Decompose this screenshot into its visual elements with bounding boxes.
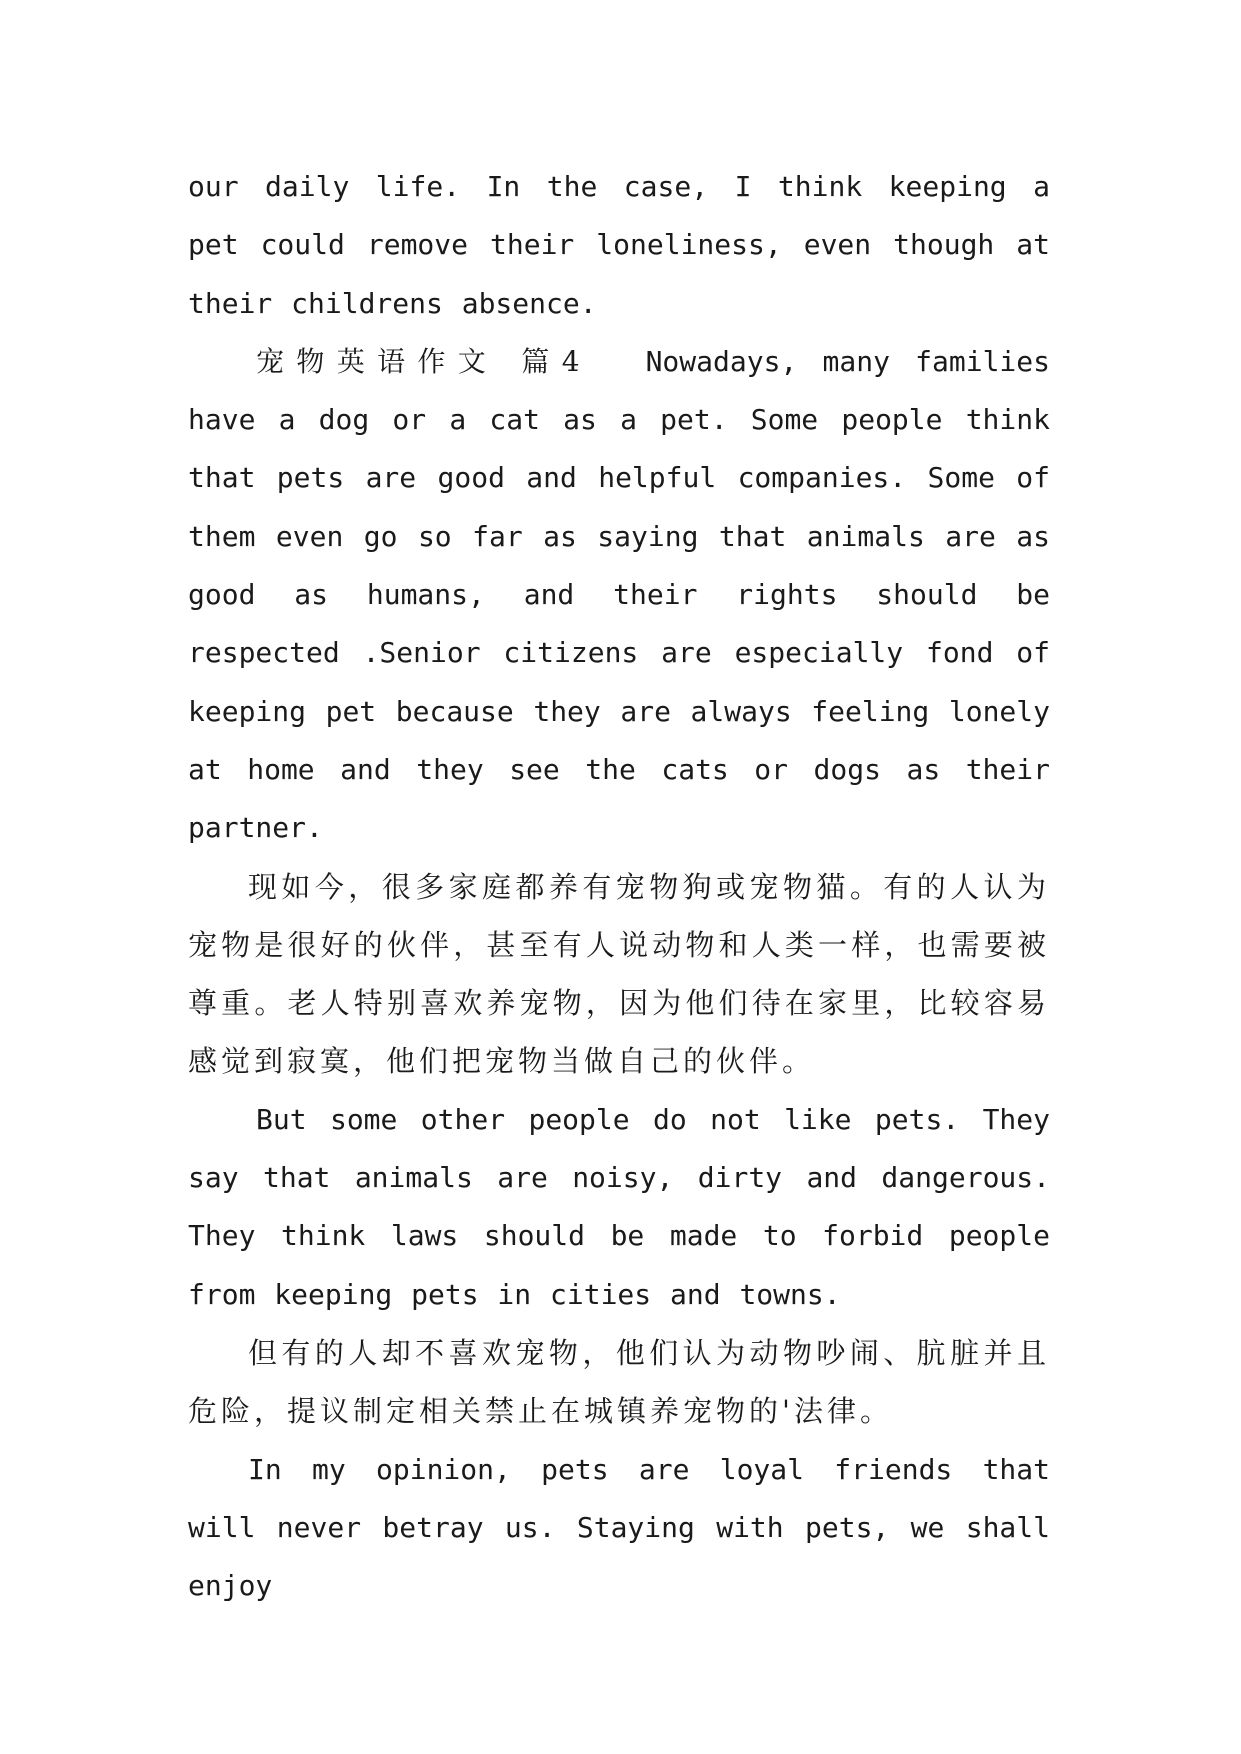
paragraph-text: Nowadays, many families have a dog or a cat as a pet. Some people think that pets are good and helpful companies. Some of them even go so far as saying that animals are as good as humans, and their rights should be respected .Senior citizens are especially fond of keeping pet because they are always feeling lonely at home and they see the cats or dogs as their partner. (188, 344, 1050, 845)
paragraph-essay-4 (188, 333, 1050, 858)
paragraph-english-3: In my opinion, pets are loyal friends that will never betray us. Staying with pets, we shall enjoy (188, 1452, 1050, 1603)
document-page (188, 158, 1050, 1615)
paragraph-chinese-1: 现如今，很多家庭都养有宠物狗或宠物猫。有的人认为宠物是很好的伙伴，甚至有人说动物和人类一样，也需要被尊重。老人特别喜欢养宠物，因为他们待在家里，比较容易感觉到寂寞，他们把宠物当做自己的伙伴。 (188, 869, 1050, 1079)
section-heading: 宠物英语作文 篇4 (256, 344, 586, 378)
paragraph-chinese-2: 但有的人却不喜欢宠物，他们认为动物吵闹、肮脏并且危险，提议制定相关禁止在城镇养宠物的'法律。 (188, 1335, 1050, 1429)
paragraph-continuation: our daily life. In the case, I think keeping a pet could remove their loneliness, even though at their childrens absence. (188, 170, 1050, 320)
paragraph-english-2: But some other people do not like pets. They say that animals are noisy, dirty and dangerous. They think laws should be made to forbid people from keeping pets in cities and towns. (188, 1102, 1050, 1311)
